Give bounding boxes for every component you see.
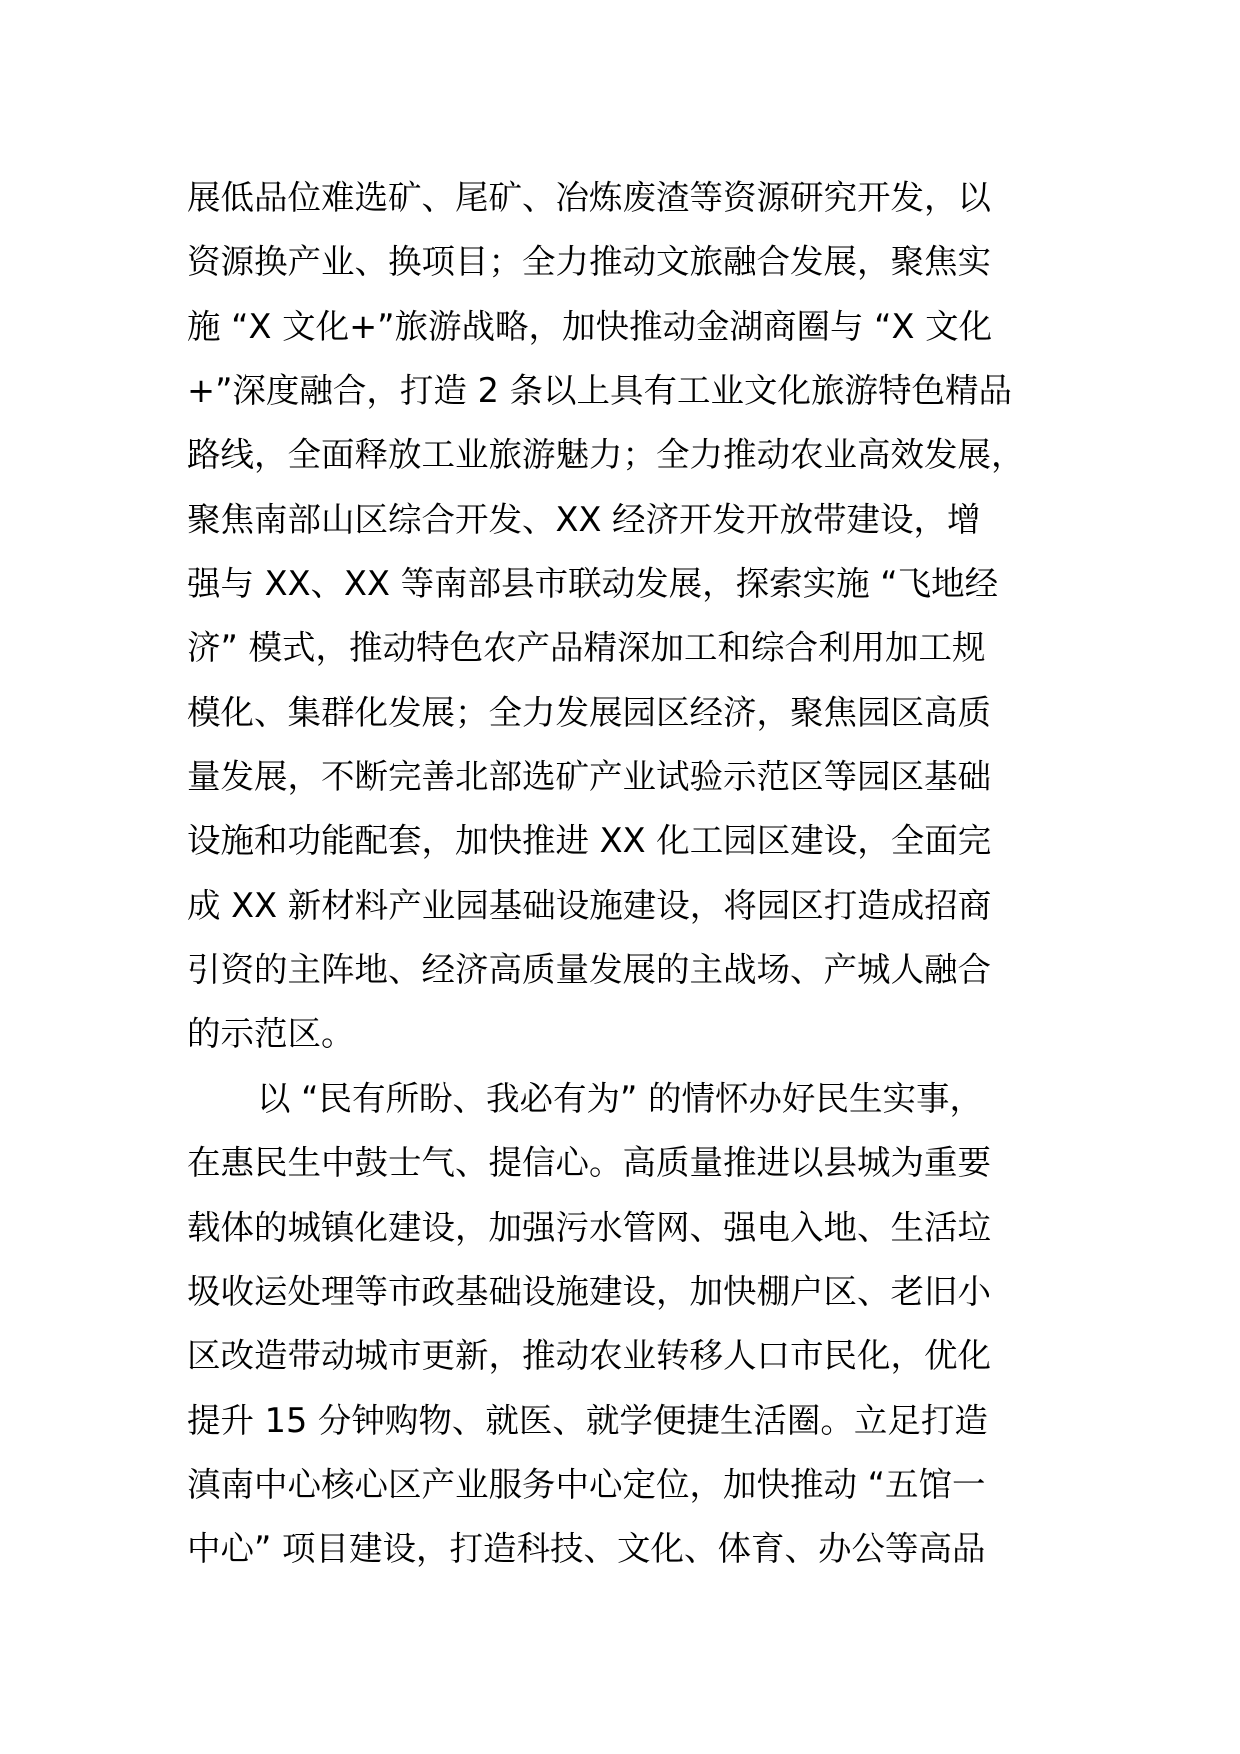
text-line: 区改造带动城市更新，推动农业转移人口市民化，优化	[187, 1336, 991, 1376]
text-line: 模化、集群化发展；全力发展园区经济，聚焦园区高质	[187, 692, 991, 732]
text-line: 引资的主阵地、经济高质量发展的主战场、产城人融合	[187, 950, 991, 990]
text-line: 在惠民生中鼓士气、提信心。高质量推进以县城为重要	[187, 1143, 991, 1183]
text-line: 设施和功能配套，加快推进 XX 化工园区建设，全面完	[187, 821, 992, 861]
text-line: 展低品位难选矿、尾矿、冶炼废渣等资源研究开发，以	[187, 178, 991, 217]
text-line: 的示范区。	[187, 1014, 355, 1054]
text-line: 资源换产业、换项目；全力推动文旅融合发展，聚焦实	[187, 242, 991, 282]
text-line: 聚焦南部山区综合开发、XX 经济开发开放带建设，增	[187, 499, 981, 539]
text-line: 提升 15 分钟购物、就医、就学便捷生活圈。立足打造	[187, 1400, 988, 1440]
text-line: 载体的城镇化建设，加强污水管网、强电入地、生活垃	[187, 1207, 991, 1247]
text-line: 路线，全面释放工业旅游魅力；全力推动农业高效发展，	[187, 435, 1025, 475]
text-line: 济” 模式，推动特色农产品精深加工和综合利用加工规	[187, 628, 986, 668]
text-line: 施 “X 文化+”旅游战略，加快推动金湖商圈与 “X 文化	[187, 306, 993, 346]
text-line: 成 XX 新材料产业园基础设施建设，将园区打造成招商	[187, 885, 992, 925]
paragraph-1	[187, 166, 1067, 1067]
text-line: 中心” 项目建设，打造科技、文化、体育、办公等高品	[187, 1529, 986, 1569]
text-line-indented: 以 “民有所盼、我必有为” 的情怀办好民生实事，	[257, 1078, 984, 1118]
text-line: 量发展，不断完善北部选矿产业试验示范区等园区基础	[187, 757, 991, 797]
text-line: 滇南中心核心区产业服务中心定位，加快推动 “五馆一	[187, 1464, 986, 1504]
text-line: 强与 XX、XX 等南部县市联动发展，探索实施 “飞地经	[187, 564, 999, 604]
paragraph-2	[187, 1067, 1067, 1582]
text-line: 圾收运处理等市政基础设施建设，加快棚户区、老旧小	[187, 1271, 991, 1311]
body-text	[187, 166, 1067, 1582]
text-line: +”深度融合，打造 2 条以上具有工业文化旅游特色精品	[187, 371, 1013, 411]
